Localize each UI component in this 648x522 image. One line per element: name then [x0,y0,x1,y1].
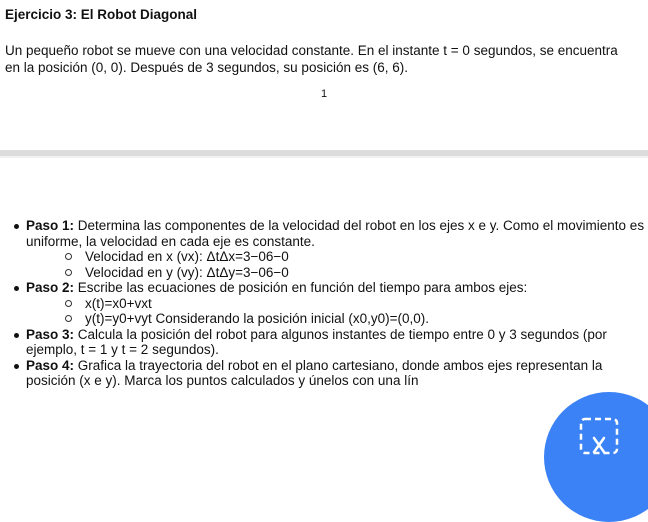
page-separator-shadow [0,156,648,158]
sub-item-text: x(t)=x0+vxt [85,295,152,311]
bullet [14,364,19,369]
step-item [5,280,645,296]
exercise-intro: Un pequeño robot se mueve con una velocidad constante. En el instante t = 0 segundos, se encuentra en la posición (0, 0). Después de 3 segundos, su posición es (6, 6). [5,43,618,75]
step-label: Paso 3: [26,326,75,342]
sub-item [5,265,645,281]
sub-item [5,296,645,312]
step-label: Paso 4: [26,357,75,373]
step-label: Paso 2: [26,280,75,295]
sub-bullet [65,253,72,260]
step-text: Determina las componentes de la velocidad del robot en los ejes x e y. Como el movimiento es uniforme, la velocidad en cada eje es constante. [26,218,645,249]
step-item [5,218,645,249]
step-item [5,358,645,389]
exercise-title: Ejercicio 3: El Robot Diagonal [5,7,198,22]
sub-item-text: Velocidad en x (vx): ΔtΔx=3−06−0 [85,249,289,264]
page-number: 1 [320,88,328,100]
bullet [14,286,19,291]
sub-item [5,249,645,265]
step-item [5,327,645,358]
sub-item-text: Velocidad en y (vy): ΔtΔy=3−06−0 [85,264,289,280]
sub-item-text: y(t)=y0+vyt Considerando la posición inicial (x0,y0)=(0,0). [85,311,430,326]
bullet [14,224,19,229]
step-text: Grafica la trayectoria del robot en el plano cartesiano, donde ambos ejes representan la posición (x e y). Marca los puntos calculados y únelos con una lín [26,357,603,388]
step-text: Escribe las ecuaciones de posición en función del tiempo para ambos ejes: [74,280,528,295]
text-select-fab[interactable] [544,392,648,522]
sub-bullet [65,315,72,322]
steps-list [5,218,645,389]
step-text: Calcula la posición del robot para algunos instantes de tiempo entre 0 y 3 segundos (por ejemplo, t = 1 y t = 2 segundos). [26,326,607,357]
step-label: Paso 1: [26,218,75,233]
bullet [14,333,19,338]
sub-bullet [65,269,72,276]
text-selection-icon[interactable] [578,416,620,456]
sub-item [5,311,645,327]
sub-bullet [65,300,72,307]
